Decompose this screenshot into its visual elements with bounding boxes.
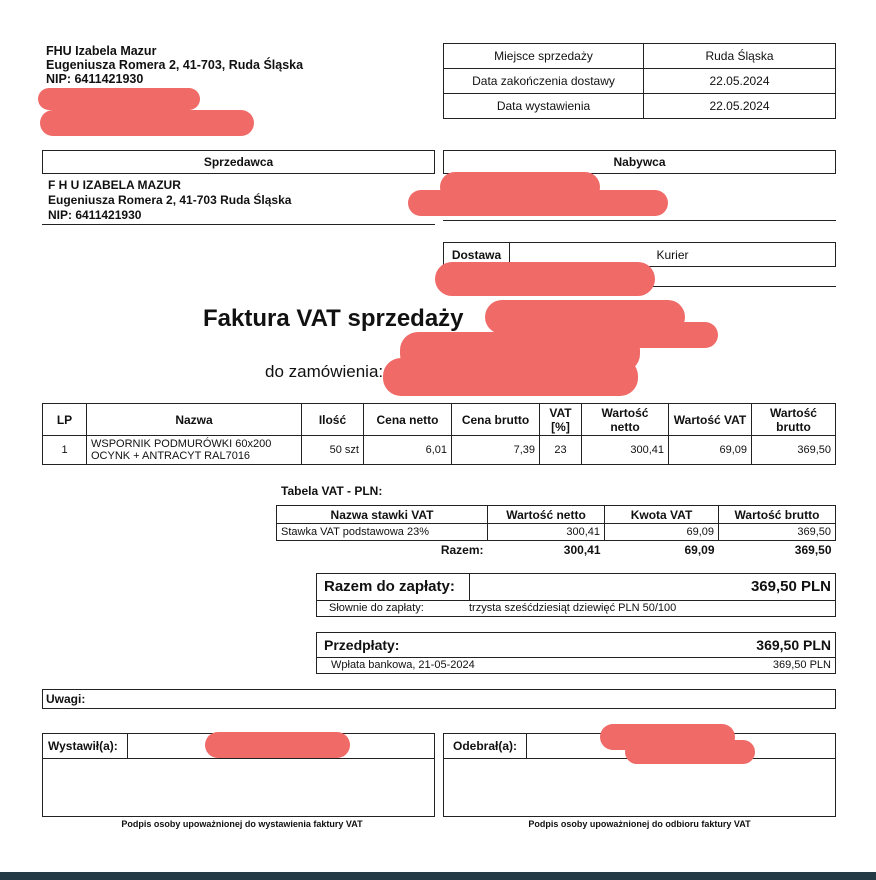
- notes-box: [42, 689, 836, 709]
- to-pay-label: Razem do zapłaty:: [324, 578, 455, 595]
- invoice-title: Faktura VAT sprzedaży: [203, 305, 464, 332]
- items-header-gross-price: Cena brutto: [452, 404, 540, 436]
- delivery-value: Kurier: [509, 242, 836, 267]
- vat-rate-vat: 69,09: [605, 524, 719, 541]
- header-seller-block: [46, 44, 303, 86]
- divider: [317, 657, 835, 658]
- redaction-mark: [625, 740, 755, 764]
- divider: [526, 734, 527, 758]
- items-table: [42, 403, 836, 465]
- item-lp: 1: [43, 436, 87, 465]
- divider: [42, 224, 435, 225]
- redaction-mark: [38, 88, 200, 110]
- seller-nip: NIP: 6411421930: [48, 208, 142, 222]
- items-header-gross-value: Wartość brutto: [752, 404, 836, 436]
- received-caption: Podpis osoby upoważnionej do odbioru faktury VAT: [528, 819, 751, 829]
- vat-rate-gross: 369,50: [719, 524, 836, 541]
- to-pay-words-label: Słownie do zapłaty:: [329, 602, 424, 614]
- vat-total-net: 300,41: [563, 542, 601, 557]
- prepayments-amount: 369,50 PLN: [756, 637, 831, 653]
- seller-heading: Sprzedawca: [42, 150, 435, 174]
- order-label: do zamówienia:: [265, 362, 384, 381]
- prepayments-label: Przedpłaty:: [324, 637, 400, 653]
- items-header-name: Nazwa: [87, 404, 302, 436]
- item-net-price: 6,01: [364, 436, 452, 465]
- prepayments-box: [316, 632, 836, 674]
- to-pay-box: [316, 573, 836, 617]
- redaction-mark: [435, 262, 655, 296]
- divider: [127, 734, 128, 758]
- vat-header-gross: Wartość brutto: [719, 506, 836, 524]
- vat-rate-name: Stawka VAT podstawowa 23%: [277, 524, 488, 541]
- to-pay-amount: 369,50 PLN: [750, 578, 831, 595]
- meta-label: Data zakończenia dostawy: [444, 69, 644, 94]
- item-net-value: 300,41: [582, 436, 669, 465]
- meta-value: 22.05.2024: [644, 94, 836, 119]
- items-header-vat-value: Wartość VAT: [669, 404, 752, 436]
- vat-table-caption: Tabela VAT - PLN:: [281, 484, 383, 498]
- items-header-qty: Ilość: [302, 404, 364, 436]
- redaction-mark: [205, 732, 350, 758]
- vat-total-gross: 369,50: [794, 542, 832, 557]
- table-row: [43, 436, 836, 465]
- meta-value: 22.05.2024: [644, 69, 836, 94]
- item-gross-value: 369,50: [752, 436, 836, 465]
- items-header-lp: LP: [43, 404, 87, 436]
- to-pay-words: trzysta sześćdziesiąt dziewięć PLN 50/100: [469, 602, 677, 614]
- item-name-line: OCYNK + ANTRACYT RAL7016: [91, 450, 251, 462]
- meta-label: Data wystawienia: [444, 94, 644, 119]
- items-header-net-value: Wartość netto: [582, 404, 669, 436]
- table-row: [277, 524, 836, 541]
- seller-details: [48, 178, 291, 223]
- seller-name: F H U IZABELA MAZUR: [48, 178, 181, 192]
- vat-header-vat: Kwota VAT: [605, 506, 719, 524]
- header-company-name: FHU Izabela Mazur: [46, 44, 157, 58]
- redaction-mark: [383, 358, 638, 396]
- redaction-mark: [408, 190, 668, 216]
- item-name: [87, 436, 302, 465]
- divider: [469, 574, 470, 600]
- meta-table: [443, 43, 836, 119]
- vat-header-net: Wartość netto: [488, 506, 605, 524]
- header-company-nip: NIP: 6411421930: [46, 72, 144, 86]
- item-vat-value: 69,09: [669, 436, 752, 465]
- meta-value: Ruda Śląska: [644, 44, 836, 69]
- vat-total-label: Razem:: [440, 542, 484, 557]
- received-label: Odebrał(a):: [453, 739, 518, 753]
- item-name-line: WSPORNIK PODMURÓWKI 60x200: [91, 438, 272, 450]
- meta-label: Miejsce sprzedaży: [444, 44, 644, 69]
- vat-total-vat: 69,09: [684, 542, 715, 557]
- redaction-mark: [40, 110, 254, 136]
- items-header-vat: VAT [%]: [540, 404, 582, 436]
- item-qty: 50 szt: [302, 436, 364, 465]
- delivery-label: Dostawa: [443, 242, 510, 267]
- items-header-net-price: Cena netto: [364, 404, 452, 436]
- divider: [443, 220, 836, 221]
- prepayment-item-amount: 369,50 PLN: [772, 659, 831, 671]
- issued-caption: Podpis osoby upoważnionej do wystawienia faktury VAT: [121, 819, 363, 829]
- header-company-address: Eugeniusza Romera 2, 41-703, Ruda Śląska: [46, 58, 304, 72]
- divider: [317, 600, 835, 601]
- buyer-heading: Nabywca: [443, 150, 836, 174]
- item-gross-price: 7,39: [452, 436, 540, 465]
- vat-rate-net: 300,41: [488, 524, 605, 541]
- prepayment-item-label: Wpłata bankowa, 21-05-2024: [331, 659, 475, 671]
- vat-header-name: Nazwa stawki VAT: [277, 506, 488, 524]
- item-vat: 23: [540, 436, 582, 465]
- screen-edge: [0, 872, 876, 880]
- vat-table: [276, 505, 836, 559]
- seller-address: Eugeniusza Romera 2, 41-703 Ruda Śląska: [48, 193, 292, 207]
- divider: [43, 758, 434, 759]
- notes-label: Uwagi:: [46, 692, 86, 706]
- issued-label: Wystawił(a):: [48, 739, 118, 753]
